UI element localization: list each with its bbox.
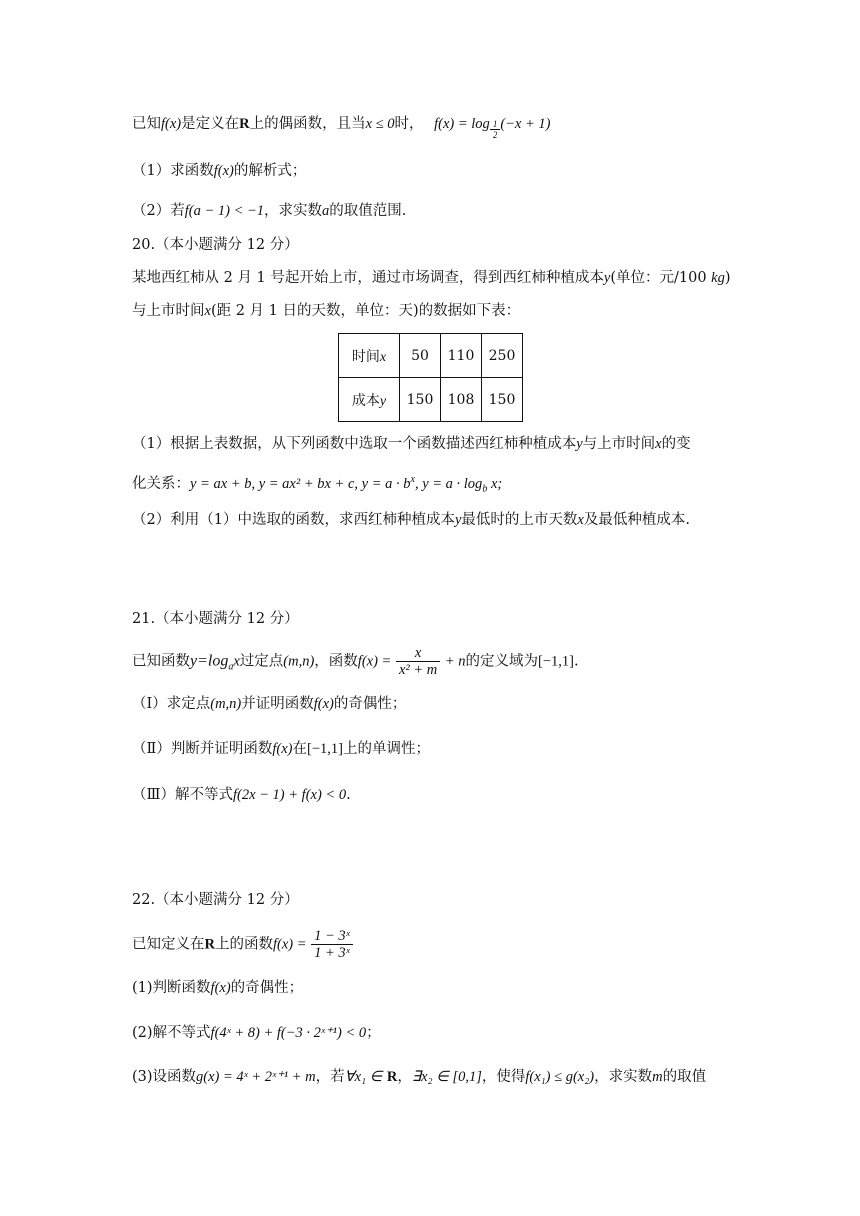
table-header-time: 时间x bbox=[339, 334, 400, 378]
table-cell: 150 bbox=[400, 378, 441, 422]
q20-part1: （1）根据上表数据，从下列函数中选取一个函数描述西红柿种植成本y与上市时间x的变 bbox=[132, 436, 691, 452]
q20-para1: 某地西红柿从 2 月 1 号起开始上市，通过市场调查，得到西红柿种植成本y(单位：元/100 kg) bbox=[132, 270, 731, 286]
table-cell: 50 bbox=[400, 334, 441, 378]
q21-part3: （Ⅲ）解不等式f(2x − 1) + f(x) < 0. bbox=[132, 787, 351, 803]
table-row-cost bbox=[339, 378, 523, 422]
q21-part1: （Ⅰ）求定点(m,n)并证明函数f(x)的奇偶性； bbox=[132, 696, 407, 712]
q22-part1: (1)判断函数f(x)的奇偶性； bbox=[132, 980, 304, 996]
q22-part3: (3)设函数g(x) = 4ˣ + 2ˣ⁺¹ + m，若∀x₁ ∈ R，∃x₂ ∈ [0,1]，使得f(x₁) ≤ g(x₂)，求实数m的取值 bbox=[132, 1069, 707, 1085]
q19-part1: （1）求函数f(x)的解析式； bbox=[132, 163, 307, 179]
log-base-fraction: $\frac{1}{2}$ bbox=[490, 119, 501, 140]
table-cell: 108 bbox=[441, 378, 482, 422]
q19-formula: f(x) = log $\frac{1}{2}$ (−x + 1) bbox=[434, 116, 551, 140]
q21-part2: （Ⅱ）判断并证明函数f(x)在[−1,1]上的单调性； bbox=[132, 741, 430, 757]
q21-intro: 已知函数$y=\log_ax$过定点(m,n)，函数f(x) = $\frac{x}{\text{x² + m}}$ + n的定义域为[−1,1]. bbox=[132, 645, 579, 678]
q21-header: 21.（本小题满分 12 分） bbox=[132, 611, 299, 627]
q20-header: 20.（本小题满分 12 分） bbox=[132, 237, 299, 253]
table-cell: 150 bbox=[482, 378, 523, 422]
table-header-cost: 成本y bbox=[339, 378, 400, 422]
q22-fraction: $\frac{\text{1 − 3ˣ}}{\text{1 + 3ˣ}}$ bbox=[311, 928, 353, 961]
q19-part2: （2）若f(a − 1) < −1，求实数a的取值范围. bbox=[132, 203, 407, 219]
q22-header: 22.（本小题满分 12 分） bbox=[132, 892, 299, 908]
q20-part1-line2: 化关系：y = ax + b, y = ax² + bx + c, $y = a \cdot b^x$, $y = a \cdot \log_b x$; bbox=[132, 474, 503, 495]
table-cell: 110 bbox=[441, 334, 482, 378]
q19-intro: 已知f(x)是定义在R上的偶函数，且当x ≤ 0时， f(x) = log $\frac{1}{2}$ (−x + 1) bbox=[132, 116, 551, 140]
q22-intro: 已知定义在R上的函数f(x) = $\frac{\text{1 − 3ˣ}}{\text{1 + 3ˣ}}$ bbox=[132, 928, 353, 961]
q22-part2: (2)解不等式f(4ˣ + 8) + f(−3 · 2ˣ⁺¹) < 0； bbox=[132, 1025, 381, 1041]
q21-fraction: $\frac{x}{\text{x² + m}}$ bbox=[396, 645, 440, 678]
q20-part2: （2）利用（1）中选取的函数，求西红柿种植成本y最低时的上市天数x及最低种植成本. bbox=[132, 512, 690, 528]
q20-para2: 与上市时间x(距 2 月 1 日的天数，单位：天)的数据如下表： bbox=[132, 303, 521, 319]
table-cell: 250 bbox=[482, 334, 523, 378]
table-row-time bbox=[339, 334, 523, 378]
data-table bbox=[338, 333, 523, 422]
